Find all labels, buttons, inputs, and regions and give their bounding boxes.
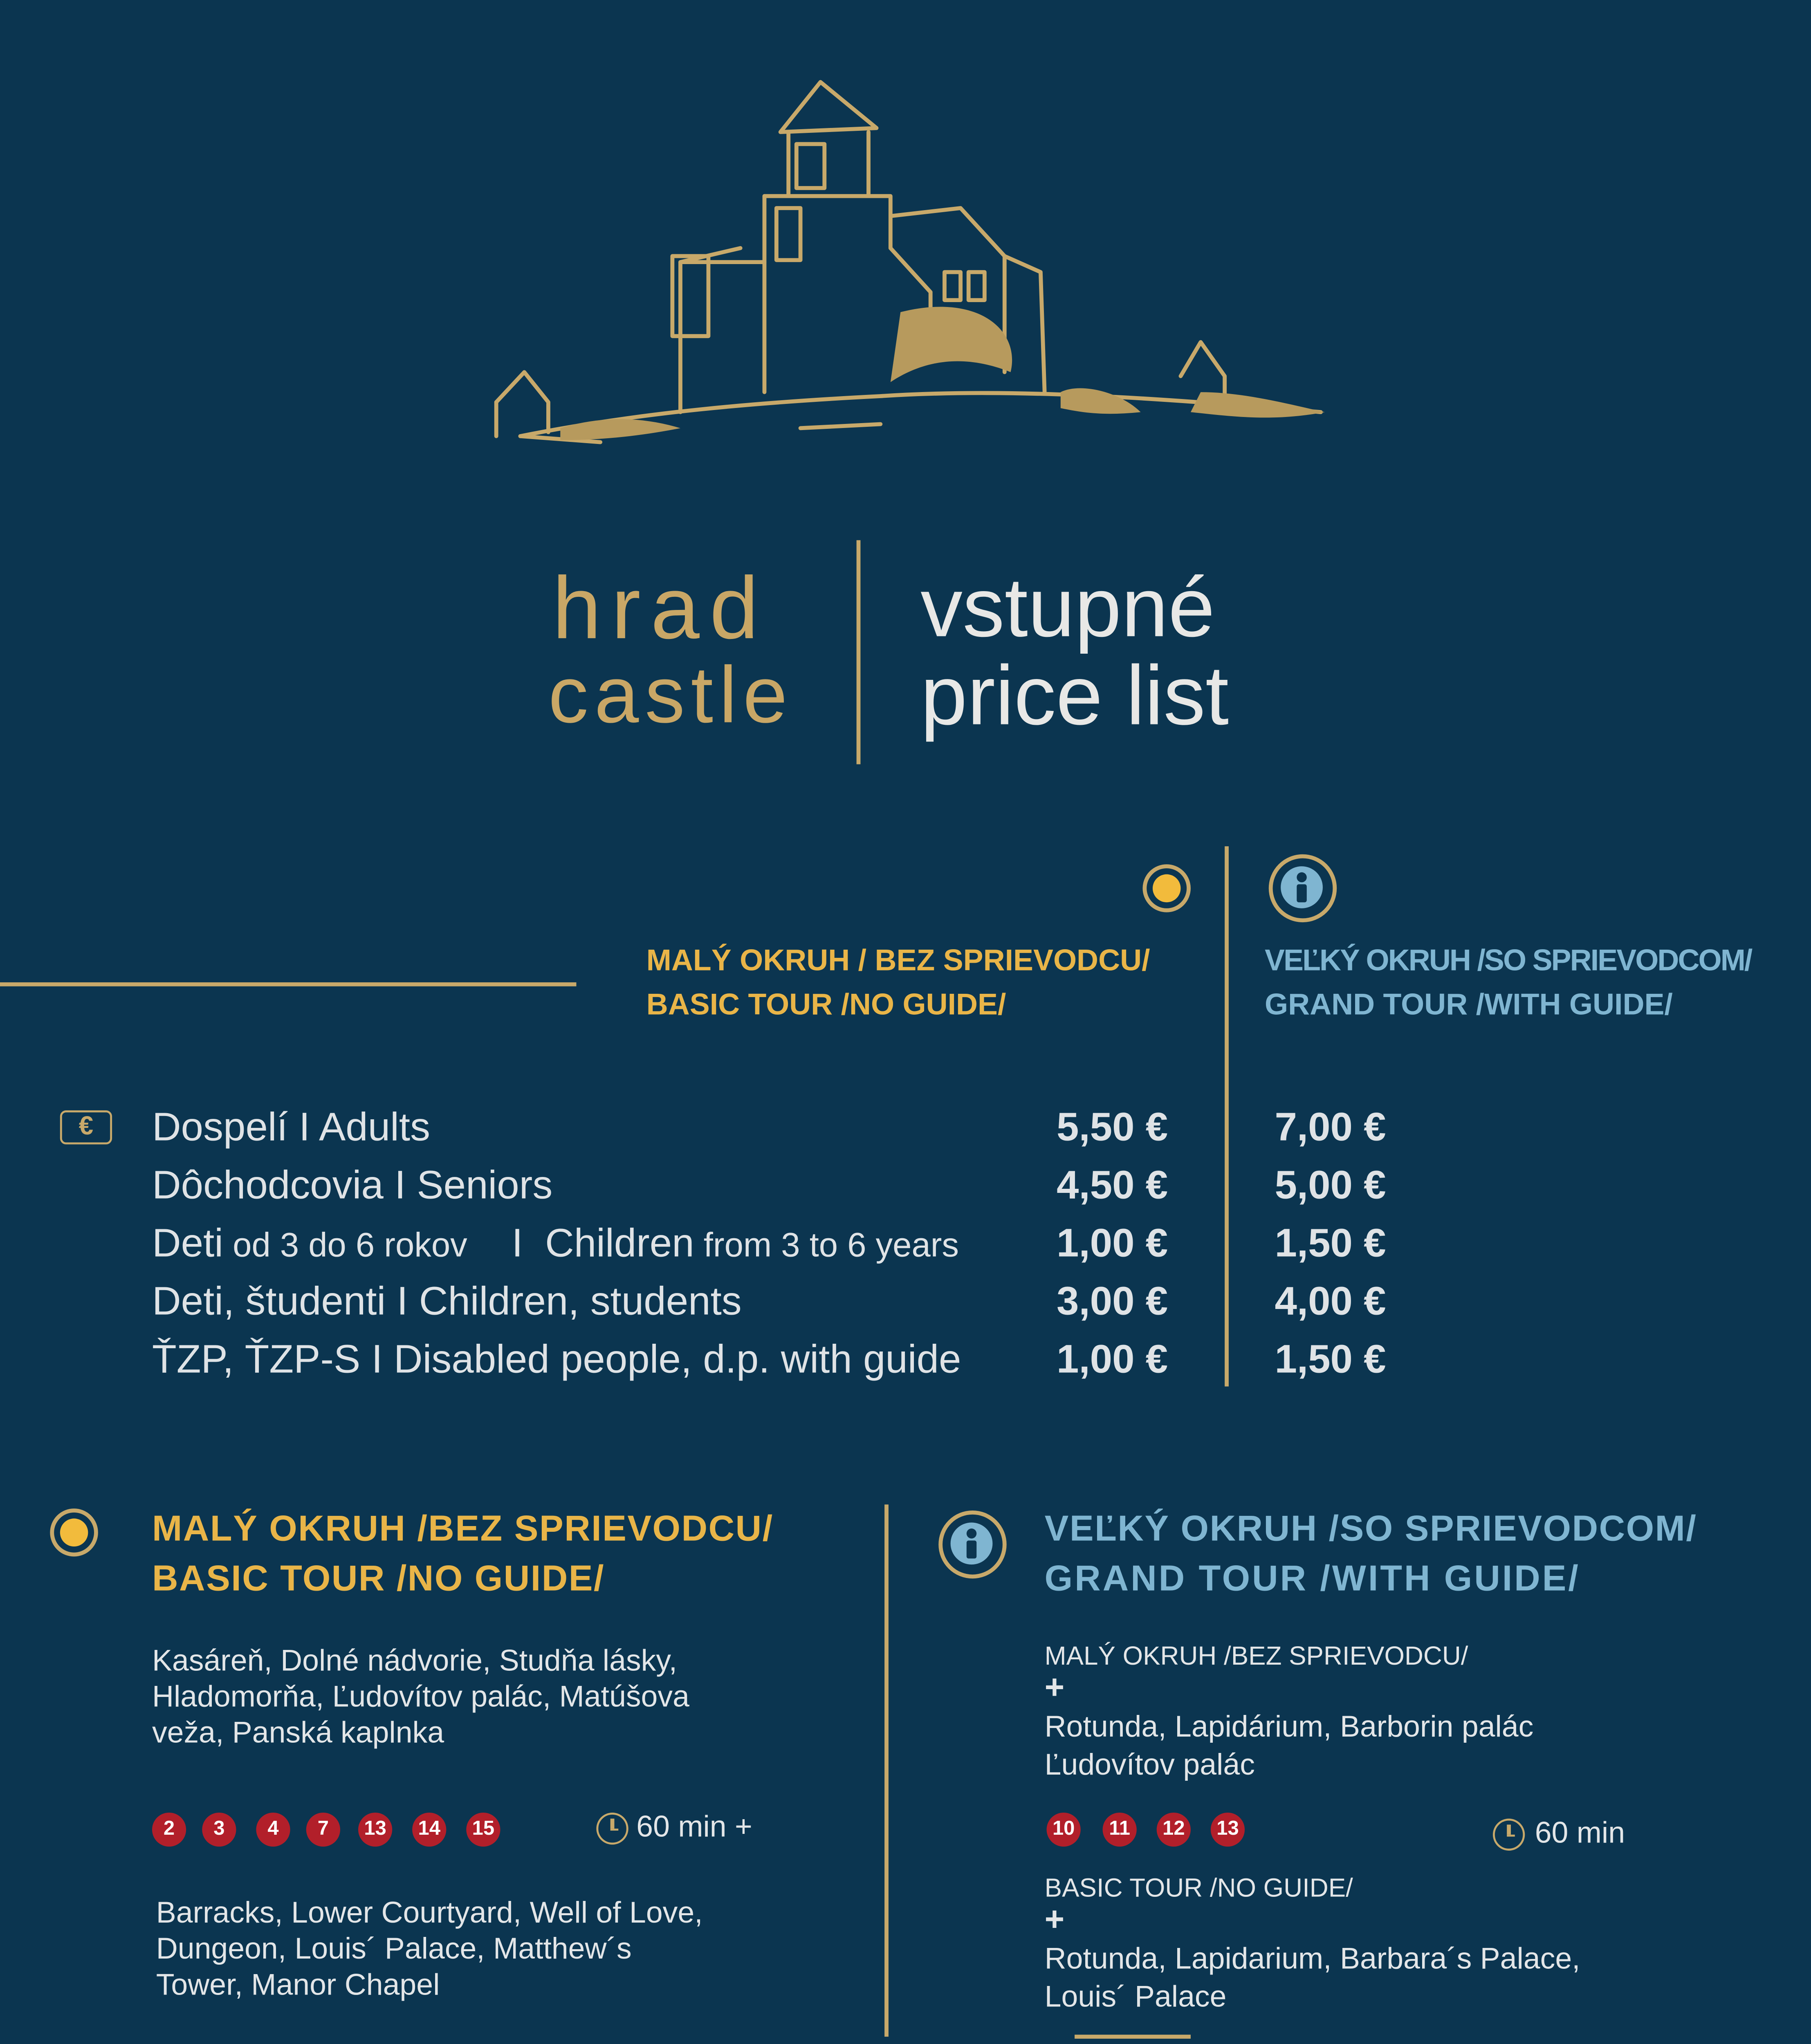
stop-badge: 14 <box>412 1813 446 1847</box>
price-row-label: Dôchodcovia I Seniors <box>152 1164 553 1208</box>
price-row-label <box>152 1222 959 1269</box>
grand-tour-guide-icon <box>938 1511 1006 1578</box>
grand-tour-heading-1: VEĽKÝ OKRUH /SO SPRIEVODCOM/ <box>1044 1508 1697 1549</box>
stop-badge: 3 <box>202 1813 236 1847</box>
castle-illustration <box>480 72 1341 472</box>
clock-icon <box>1493 1819 1525 1851</box>
stop-badge: 13 <box>1211 1813 1245 1847</box>
title-left-2: castle <box>548 652 794 740</box>
price-row-label: ŤZP, ŤZP-S I Disabled people, d.p. with guide <box>152 1338 961 1383</box>
basic-tour-sk: Kasáreň, Dolné nádvorie, Studňa lásky, <box>152 1644 678 1679</box>
basic-tour-en: Barracks, Lower Courtyard, Well of Love, <box>156 1896 703 1931</box>
basic-tour-heading-1: MALÝ OKRUH /BEZ SPRIEVODCU/ <box>152 1508 774 1549</box>
price-grand: 4,00 € <box>1275 1280 1386 1325</box>
title-divider <box>857 540 861 764</box>
price-basic: 3,00 € <box>1057 1280 1168 1325</box>
basic-heading-1: MALÝ OKRUH / BEZ SPRIEVODCU/ <box>646 944 1150 979</box>
price-grand: 1,50 € <box>1275 1222 1386 1266</box>
grand-heading-1: VEĽKÝ OKRUH /SO SPRIEVODCOM/ <box>1265 944 1752 979</box>
basic-tour-icon <box>50 1508 98 1556</box>
basic-tour-sk: veža, Panská kaplnka <box>152 1717 444 1751</box>
price-basic: 1,00 € <box>1057 1338 1168 1383</box>
stop-badge: 15 <box>466 1813 500 1847</box>
stop-badge: 7 <box>306 1813 340 1847</box>
grand-tour-base-sk: MALÝ OKRUH /BEZ SPRIEVODCU/ <box>1044 1641 1468 1671</box>
basic-tour-duration: 60 min + <box>636 1811 752 1845</box>
price-basic: 1,00 € <box>1057 1222 1168 1266</box>
clock-icon <box>596 1813 628 1845</box>
price-grand: 5,00 € <box>1275 1164 1386 1208</box>
basic-tour-en: Dungeon, Louis´ Palace, Matthew´s <box>156 1932 632 1967</box>
title-left-1: hrad <box>552 560 769 659</box>
basic-tour-sk: Hladomorňa, Ľudovítov palác, Matúšova <box>152 1680 689 1715</box>
short-divider <box>1075 2035 1191 2037</box>
label-part: od 3 do 6 rokov <box>223 1226 467 1265</box>
price-row-label: Dospelí I Adults <box>152 1106 431 1151</box>
grand-tour-guide-icon <box>1269 854 1337 922</box>
grand-tour-duration: 60 min <box>1535 1816 1625 1851</box>
price-basic: 4,50 € <box>1057 1164 1168 1208</box>
grand-tour-en: Louis´ Palace <box>1044 1981 1227 2015</box>
basic-heading-2: BASIC TOUR /NO GUIDE/ <box>646 988 1006 1022</box>
stop-badge: 11 <box>1103 1813 1137 1847</box>
basic-tour-icon <box>1142 864 1190 912</box>
price-row-label: Deti, študenti I Children, students <box>152 1280 742 1325</box>
price-basic: 5,50 € <box>1057 1106 1168 1151</box>
label-part: Deti <box>152 1222 224 1266</box>
grand-tour-sk: Ľudovítov palác <box>1044 1748 1255 1783</box>
grand-tour-en: Rotunda, Lapidarium, Barbara´s Palace, <box>1044 1943 1580 1977</box>
plus-sign: + <box>1044 1668 1065 1707</box>
table-heading-line <box>0 982 576 985</box>
tour-divider <box>884 1504 887 2037</box>
basic-tour-en: Tower, Manor Chapel <box>156 1968 440 2003</box>
stop-badge: 4 <box>256 1813 290 1847</box>
stop-badge: 13 <box>358 1813 392 1847</box>
grand-tour-base-en: BASIC TOUR /NO GUIDE/ <box>1044 1872 1353 1903</box>
title-right-2: price list <box>920 648 1229 742</box>
price-grand: 1,50 € <box>1275 1338 1386 1383</box>
stop-badge: 2 <box>152 1813 186 1847</box>
euro-icon: € <box>60 1110 112 1144</box>
grand-tour-sk: Rotunda, Lapidárium, Barborin palác <box>1044 1710 1534 1745</box>
plus-sign: + <box>1044 1901 1065 1939</box>
label-part: from 3 to 6 years <box>694 1226 959 1265</box>
stop-badge: 10 <box>1047 1813 1081 1847</box>
grand-heading-2: GRAND TOUR /WITH GUIDE/ <box>1265 988 1673 1022</box>
stop-badge: 12 <box>1157 1813 1191 1847</box>
basic-tour-heading-2: BASIC TOUR /NO GUIDE/ <box>152 1558 605 1599</box>
grand-tour-heading-2: GRAND TOUR /WITH GUIDE/ <box>1044 1558 1580 1599</box>
title-right-1: vstupné <box>920 560 1215 654</box>
price-grand: 7,00 € <box>1275 1106 1386 1151</box>
label-part: I Children <box>467 1222 694 1266</box>
table-divider <box>1225 846 1228 1386</box>
